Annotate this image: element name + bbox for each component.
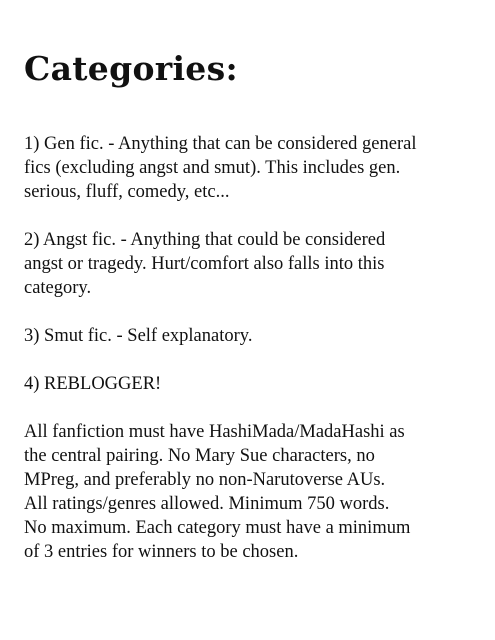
text-line: 1) Gen fic. - Anything that can be considered general [24,134,417,154]
text-line: 2) Angst fic. - Anything that could be considered [24,230,386,250]
text-line: All ratings/genres allowed. Minimum 750 words. [24,494,390,514]
text-line: category. [24,278,92,298]
text-line: MPreg, and preferably no non-Narutoverse AUs. [24,470,386,490]
text-line: angst or tragedy. Hurt/comfort also falls into this [24,254,385,274]
text-line: of 3 entries for winners to be chosen. [24,542,299,562]
text-line: No maximum. Each category must have a minimum [24,518,411,538]
text-line: fics (excluding angst and smut). This includes gen. [24,158,401,178]
text-line: serious, fluff, comedy, etc... [24,182,230,202]
text-line: 4) REBLOGGER! [24,374,162,394]
rules-paragraph [24,420,482,564]
category-angst-fic [24,228,482,300]
category-reblogger [24,372,482,396]
category-gen-fic [24,132,482,204]
text-line: the central pairing. No Mary Sue characters, no [24,446,375,466]
text-line: All fanfiction must have HashiMada/MadaHashi as [24,422,405,442]
document-page [24,46,482,588]
category-smut-fic [24,324,482,348]
text-line: 3) Smut fic. - Self explanatory. [24,326,253,346]
page-title: Categories: [24,49,238,88]
